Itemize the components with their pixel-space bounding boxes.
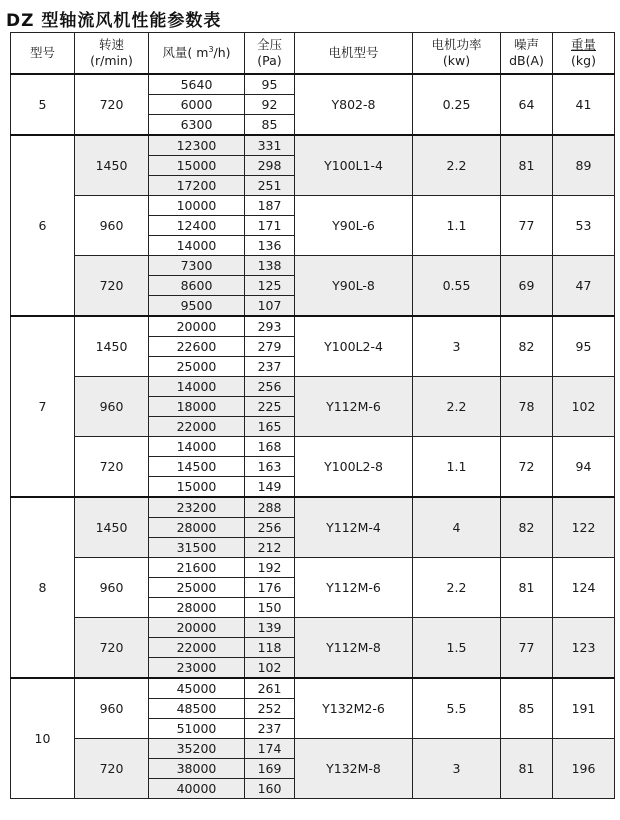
motor-cell: Y112M-4 [295, 497, 413, 558]
airflow-cell: 28000 [149, 518, 245, 538]
weight-cell: 124 [553, 558, 615, 618]
airflow-cell: 9500 [149, 296, 245, 317]
pressure-cell: 288 [245, 497, 295, 518]
header-pressure-label: 全压 [256, 37, 282, 52]
airflow-cell: 48500 [149, 699, 245, 719]
model-cell: 10 [11, 678, 75, 799]
header-weight [553, 33, 615, 75]
pressure-cell: 293 [245, 316, 295, 337]
weight-cell: 196 [553, 739, 615, 799]
header-power-unit: (kw) [442, 53, 471, 68]
airflow-cell: 8600 [149, 276, 245, 296]
noise-cell: 77 [501, 618, 553, 679]
table-row [11, 739, 615, 759]
speed-cell: 1450 [75, 316, 149, 377]
model-cell: 8 [11, 497, 75, 678]
noise-cell: 85 [501, 678, 553, 739]
noise-cell: 72 [501, 437, 553, 498]
weight-cell: 47 [553, 256, 615, 317]
airflow-cell: 31500 [149, 538, 245, 558]
motor-cell: Y100L1-4 [295, 135, 413, 196]
power-cell: 0.55 [413, 256, 501, 317]
header-speed-label: 转速 [98, 37, 124, 52]
pressure-cell: 256 [245, 518, 295, 538]
speed-cell: 960 [75, 678, 149, 739]
pressure-cell: 261 [245, 678, 295, 699]
model-cell: 5 [11, 74, 75, 135]
airflow-cell: 40000 [149, 779, 245, 799]
airflow-cell: 6300 [149, 115, 245, 136]
power-cell: 3 [413, 739, 501, 799]
airflow-cell: 10000 [149, 196, 245, 216]
pressure-cell: 251 [245, 176, 295, 196]
header-noise-label: 噪声 [513, 37, 539, 52]
pressure-cell: 225 [245, 397, 295, 417]
airflow-cell: 7300 [149, 256, 245, 276]
power-cell: 2.2 [413, 558, 501, 618]
weight-cell: 191 [553, 678, 615, 739]
power-cell: 4 [413, 497, 501, 558]
header-motor [295, 33, 413, 75]
airflow-cell: 25000 [149, 357, 245, 377]
header-airflow-superscript: 3 [208, 44, 214, 54]
pressure-cell: 192 [245, 558, 295, 578]
fan-performance-table [10, 32, 615, 799]
weight-cell: 94 [553, 437, 615, 498]
power-cell: 1.5 [413, 618, 501, 679]
airflow-cell: 14000 [149, 437, 245, 457]
power-cell: 0.25 [413, 74, 501, 135]
header-power-label: 电机功率 [431, 37, 482, 52]
noise-cell: 81 [501, 739, 553, 799]
pressure-cell: 212 [245, 538, 295, 558]
table-row [11, 256, 615, 276]
airflow-cell: 6000 [149, 95, 245, 115]
header-speed [75, 33, 149, 75]
airflow-cell: 25000 [149, 578, 245, 598]
table-row [11, 74, 615, 95]
pressure-cell: 102 [245, 658, 295, 679]
weight-cell: 122 [553, 497, 615, 558]
header-airflow-label: 风量( m [162, 45, 209, 60]
noise-cell: 69 [501, 256, 553, 317]
pressure-cell: 139 [245, 618, 295, 638]
noise-cell: 82 [501, 497, 553, 558]
pressure-cell: 85 [245, 115, 295, 136]
weight-cell: 95 [553, 316, 615, 377]
pressure-cell: 279 [245, 337, 295, 357]
airflow-cell: 45000 [149, 678, 245, 699]
pressure-cell: 149 [245, 477, 295, 498]
noise-cell: 77 [501, 196, 553, 256]
power-cell: 2.2 [413, 377, 501, 437]
noise-cell: 81 [501, 558, 553, 618]
speed-cell: 960 [75, 377, 149, 437]
noise-cell: 82 [501, 316, 553, 377]
noise-cell: 78 [501, 377, 553, 437]
header-row [11, 33, 615, 75]
table-row [11, 377, 615, 397]
model-cell: 7 [11, 316, 75, 497]
pressure-cell: 150 [245, 598, 295, 618]
header-power [413, 33, 501, 75]
airflow-cell: 15000 [149, 156, 245, 176]
pressure-cell: 118 [245, 638, 295, 658]
table-row [11, 437, 615, 457]
pressure-cell: 171 [245, 216, 295, 236]
airflow-cell: 21600 [149, 558, 245, 578]
table-body [11, 74, 615, 799]
pressure-cell: 95 [245, 74, 295, 95]
table-row [11, 558, 615, 578]
airflow-cell: 38000 [149, 759, 245, 779]
speed-cell: 720 [75, 437, 149, 498]
table-row [11, 618, 615, 638]
header-model-label: 型号 [29, 45, 55, 60]
airflow-cell: 20000 [149, 316, 245, 337]
pressure-cell: 92 [245, 95, 295, 115]
weight-cell: 41 [553, 74, 615, 135]
airflow-cell: 14500 [149, 457, 245, 477]
speed-cell: 960 [75, 558, 149, 618]
pressure-cell: 136 [245, 236, 295, 256]
pressure-cell: 331 [245, 135, 295, 156]
motor-cell: Y100L2-4 [295, 316, 413, 377]
motor-cell: Y90L-6 [295, 196, 413, 256]
header-motor-label: 电机型号 [328, 45, 379, 60]
table-row [11, 678, 615, 699]
pressure-cell: 256 [245, 377, 295, 397]
airflow-cell: 22000 [149, 417, 245, 437]
motor-cell: Y132M-8 [295, 739, 413, 799]
pressure-cell: 107 [245, 296, 295, 317]
airflow-cell: 23000 [149, 658, 245, 679]
pressure-cell: 252 [245, 699, 295, 719]
table-row [11, 135, 615, 156]
header-airflow [149, 33, 245, 75]
airflow-cell: 28000 [149, 598, 245, 618]
pressure-cell: 237 [245, 719, 295, 739]
model-cell: 6 [11, 135, 75, 316]
speed-cell: 720 [75, 618, 149, 679]
motor-cell: Y112M-6 [295, 377, 413, 437]
header-speed-unit: (r/min) [90, 53, 133, 68]
table-row [11, 316, 615, 337]
header-pressure-unit: (Pa) [257, 53, 282, 68]
pressure-cell: 165 [245, 417, 295, 437]
motor-cell: Y112M-6 [295, 558, 413, 618]
header-weight-unit: (kg) [571, 53, 596, 68]
pressure-cell: 125 [245, 276, 295, 296]
pressure-cell: 298 [245, 156, 295, 176]
motor-cell: Y802-8 [295, 74, 413, 135]
pressure-cell: 160 [245, 779, 295, 799]
pressure-cell: 168 [245, 437, 295, 457]
airflow-cell: 5640 [149, 74, 245, 95]
pressure-cell: 169 [245, 759, 295, 779]
airflow-cell: 22600 [149, 337, 245, 357]
pressure-cell: 163 [245, 457, 295, 477]
speed-cell: 1450 [75, 497, 149, 558]
airflow-cell: 14000 [149, 236, 245, 256]
pressure-cell: 176 [245, 578, 295, 598]
speed-cell: 720 [75, 74, 149, 135]
power-cell: 2.2 [413, 135, 501, 196]
airflow-cell: 18000 [149, 397, 245, 417]
table-row [11, 196, 615, 216]
noise-cell: 64 [501, 74, 553, 135]
speed-cell: 960 [75, 196, 149, 256]
airflow-cell: 12400 [149, 216, 245, 236]
motor-cell: Y132M2-6 [295, 678, 413, 739]
weight-cell: 53 [553, 196, 615, 256]
airflow-cell: 12300 [149, 135, 245, 156]
table-row [11, 497, 615, 518]
weight-cell: 89 [553, 135, 615, 196]
speed-cell: 1450 [75, 135, 149, 196]
header-airflow-unit: /h) [213, 45, 231, 60]
pressure-cell: 138 [245, 256, 295, 276]
weight-cell: 102 [553, 377, 615, 437]
pressure-cell: 237 [245, 357, 295, 377]
power-cell: 5.5 [413, 678, 501, 739]
pressure-cell: 187 [245, 196, 295, 216]
motor-cell: Y90L-8 [295, 256, 413, 317]
header-noise-unit: dB(A) [509, 53, 544, 68]
page-title: DZ 型轴流风机性能参数表 [6, 11, 222, 31]
airflow-cell: 14000 [149, 377, 245, 397]
airflow-cell: 35200 [149, 739, 245, 759]
weight-cell: 123 [553, 618, 615, 679]
header-model [11, 33, 75, 75]
header-weight-label: 重量 [570, 37, 596, 52]
noise-cell: 81 [501, 135, 553, 196]
airflow-cell: 15000 [149, 477, 245, 498]
airflow-cell: 51000 [149, 719, 245, 739]
header-noise [501, 33, 553, 75]
motor-cell: Y100L2-8 [295, 437, 413, 498]
header-pressure [245, 33, 295, 75]
airflow-cell: 23200 [149, 497, 245, 518]
power-cell: 3 [413, 316, 501, 377]
pressure-cell: 174 [245, 739, 295, 759]
power-cell: 1.1 [413, 437, 501, 498]
airflow-cell: 17200 [149, 176, 245, 196]
motor-cell: Y112M-8 [295, 618, 413, 679]
airflow-cell: 20000 [149, 618, 245, 638]
speed-cell: 720 [75, 739, 149, 799]
power-cell: 1.1 [413, 196, 501, 256]
speed-cell: 720 [75, 256, 149, 317]
airflow-cell: 22000 [149, 638, 245, 658]
